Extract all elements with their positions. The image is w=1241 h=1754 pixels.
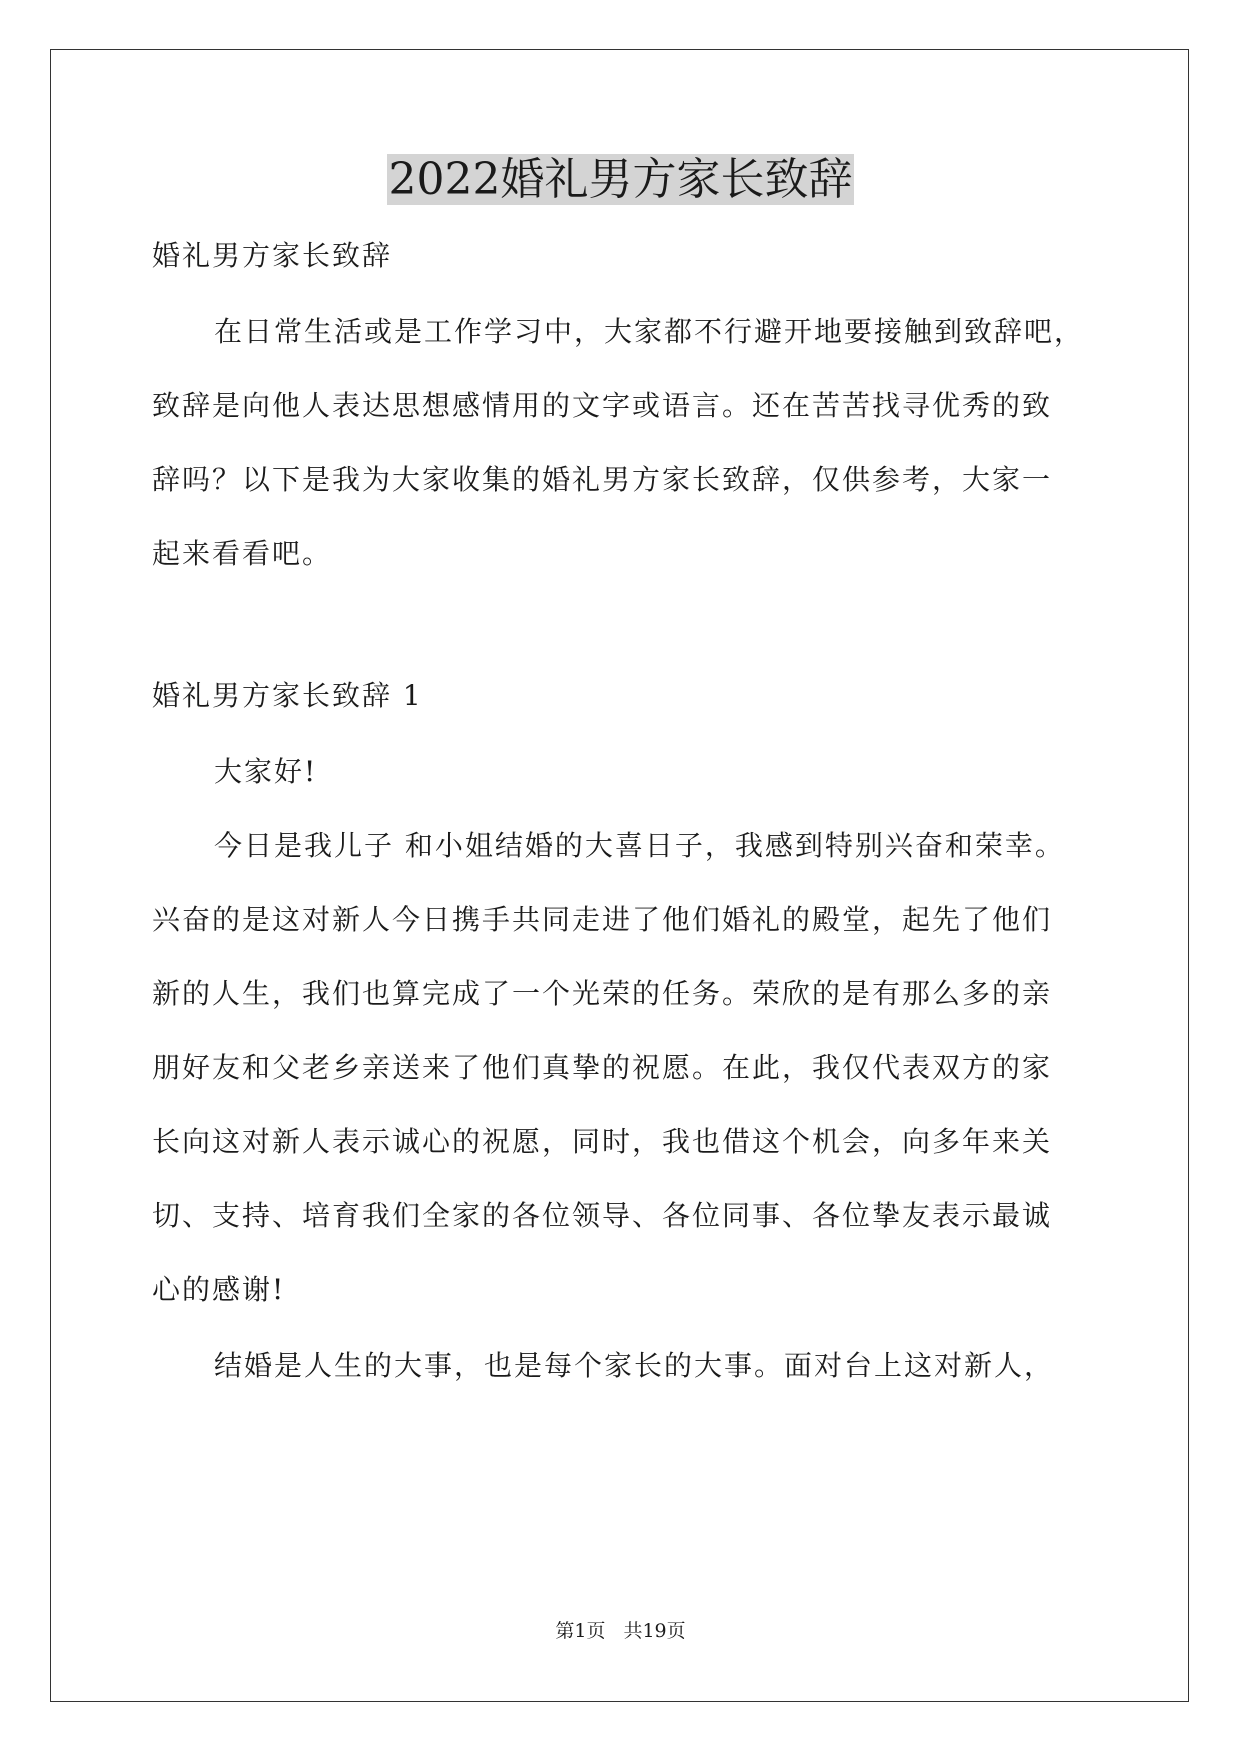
subtitle: 婚礼男方家长致辞 bbox=[152, 239, 393, 272]
paragraph-line: 切、支持、培育我们全家的各位领导、各位同事、各位挚友表示最诚 bbox=[152, 1199, 1053, 1232]
paragraph-line: 新的人生，我们也算完成了一个光荣的任务。荣欣的是有那么多的亲 bbox=[152, 977, 1053, 1010]
paragraph-line: 长向这对新人表示诚心的祝愿，同时，我也借这个机会，向多年来关 bbox=[152, 1125, 1053, 1158]
section-heading: 婚礼男方家长致辞 1 bbox=[152, 679, 423, 712]
page-footer bbox=[0, 1618, 1241, 1644]
paragraph-line: 今日是我儿子 和小姐结婚的大喜日子，我感到特别兴奋和荣幸。 bbox=[214, 829, 1065, 862]
intro-line: 辞吗？以下是我为大家收集的婚礼男方家长致辞，仅供参考，大家一 bbox=[152, 463, 1053, 496]
paragraph-line: 朋好友和父老乡亲送来了他们真挚的祝愿。在此，我仅代表双方的家 bbox=[152, 1051, 1053, 1084]
paragraph-line: 兴奋的是这对新人今日携手共同走进了他们婚礼的殿堂，起先了他们 bbox=[152, 903, 1053, 936]
greeting: 大家好! bbox=[214, 755, 318, 788]
paragraph-line: 心的感谢! bbox=[152, 1273, 286, 1306]
intro-line: 起来看看吧。 bbox=[152, 537, 333, 570]
intro-line: 在日常生活或是工作学习中，大家都不行避开地要接触到致辞吧， bbox=[214, 315, 1085, 348]
document-title: 2022婚礼男方家长致辞 bbox=[388, 154, 853, 205]
page-number: 第1页 bbox=[555, 1620, 606, 1642]
page-total: 共19页 bbox=[623, 1620, 686, 1642]
intro-line: 致辞是向他人表达思想感情用的文字或语言。还在苦苦找寻优秀的致 bbox=[152, 389, 1053, 422]
paragraph-line: 结婚是人生的大事，也是每个家长的大事。面对台上这对新人， bbox=[214, 1349, 1055, 1382]
page-border bbox=[50, 49, 1189, 1702]
